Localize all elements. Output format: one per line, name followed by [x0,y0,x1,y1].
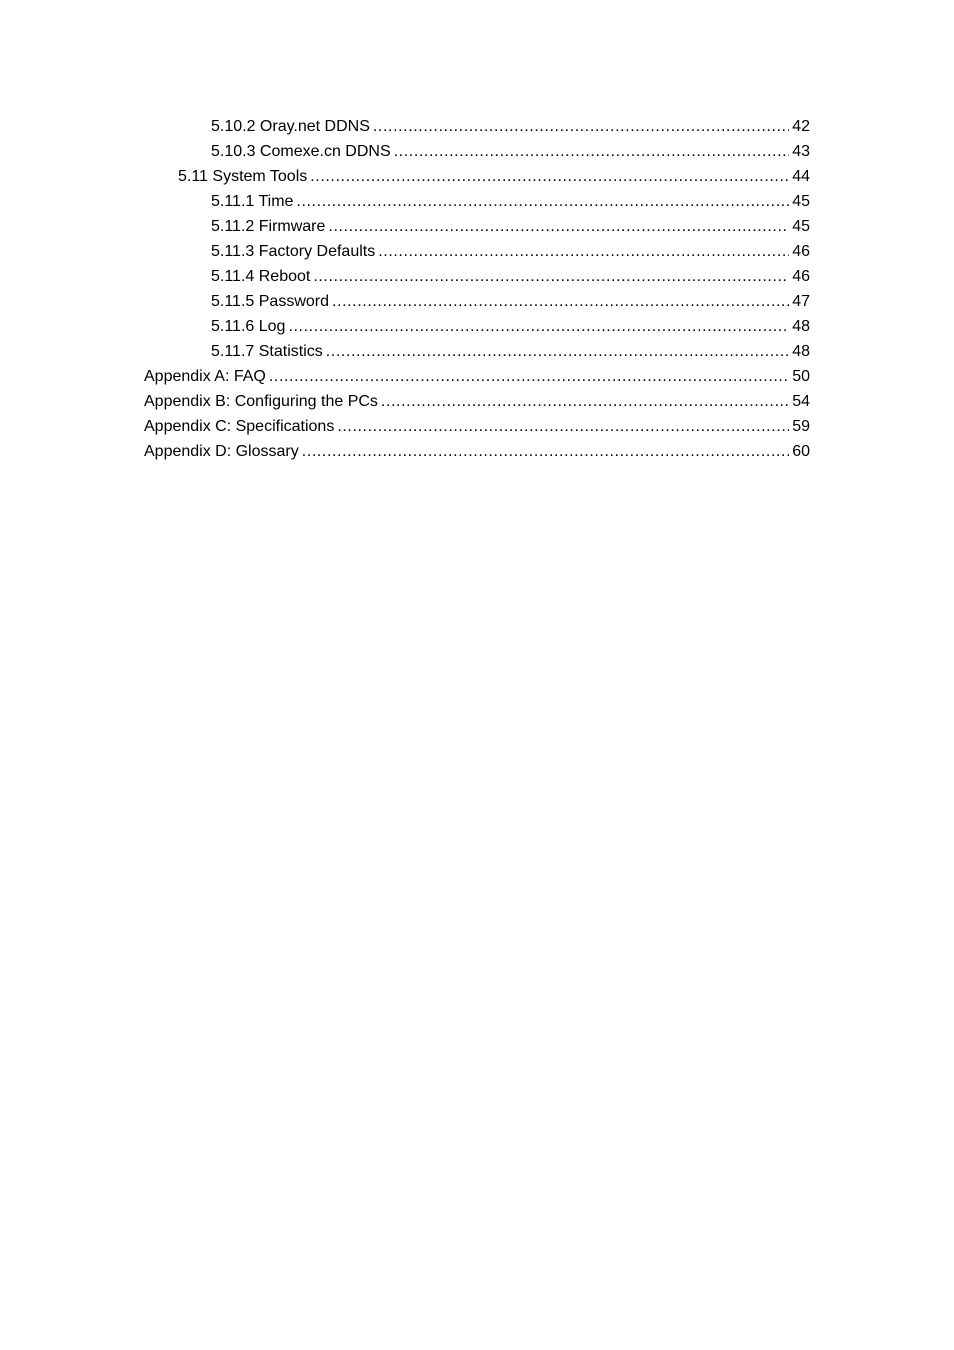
toc-dot-leader [332,291,789,313]
toc-entry-title: Appendix D: Glossary [144,443,299,460]
toc-dot-leader [373,116,789,138]
toc-entry-appendix-b[interactable] [144,391,810,416]
toc-entry-5-11-2[interactable] [144,216,810,241]
toc-entry-page: 59 [792,418,810,435]
toc-dot-leader [326,341,789,363]
toc-dot-leader [269,366,789,388]
toc-entry-title: 5.11.1 Time [211,193,294,210]
toc-entry-page: 46 [792,268,810,285]
toc-dot-leader [381,391,789,413]
toc-entry-page: 54 [792,393,810,410]
toc-entry-appendix-d[interactable] [144,441,810,467]
toc-dot-leader [313,266,789,288]
toc-entry-page: 48 [792,343,810,360]
toc-dot-leader [328,216,789,238]
toc-entry-5-11-7[interactable] [144,341,810,366]
toc-entry-5-11-6[interactable] [144,316,810,341]
toc-entry-title: 5.11.5 Password [211,293,329,310]
toc-entry-title: 5.11 System Tools [178,168,308,185]
toc-dot-leader [394,141,790,163]
toc-entry-page: 43 [792,143,810,160]
toc-entry-title: Appendix C: Specifications [144,418,335,435]
toc-entry-title: Appendix A: FAQ [144,368,266,385]
toc-entry-title: 5.11.2 Firmware [211,218,326,235]
toc-dot-leader [302,441,789,463]
toc-entry-page: 45 [792,193,810,210]
toc-entry-5-11-4[interactable] [144,266,810,291]
toc-entry-title: 5.11.7 Statistics [211,343,323,360]
toc-dot-leader [337,416,789,438]
toc-entry-title: 5.11.3 Factory Defaults [211,243,376,260]
toc-entry-title: 5.10.3 Comexe.cn DDNS [211,143,391,160]
toc-entry-title: 5.11.6 Log [211,318,286,335]
toc-entry-page: 47 [792,293,810,310]
toc-dot-leader [310,166,789,188]
toc-entry-5-11[interactable] [144,166,810,191]
toc-entry-page: 42 [792,118,810,135]
toc-dot-leader [296,191,789,213]
toc-dot-leader [378,241,789,263]
toc-entry-page: 60 [792,443,810,460]
toc-entry-5-10-3[interactable] [144,141,810,166]
toc-entry-page: 45 [792,218,810,235]
toc-entry-appendix-c[interactable] [144,416,810,441]
toc-entry-page: 48 [792,318,810,335]
toc-entry-appendix-a[interactable] [144,366,810,391]
toc-entry-5-11-1[interactable] [144,191,810,216]
toc-entry-page: 46 [792,243,810,260]
toc-entry-5-10-2[interactable] [144,116,810,141]
table-of-contents [144,116,810,467]
toc-entry-title: 5.11.4 Reboot [211,268,311,285]
toc-entry-page: 44 [792,168,810,185]
toc-entry-title: Appendix B: Configuring the PCs [144,393,378,410]
toc-entry-title: 5.10.2 Oray.net DDNS [211,118,370,135]
toc-dot-leader [288,316,789,338]
toc-entry-5-11-3[interactable] [144,241,810,266]
toc-entry-page: 50 [792,368,810,385]
toc-entry-5-11-5[interactable] [144,291,810,316]
